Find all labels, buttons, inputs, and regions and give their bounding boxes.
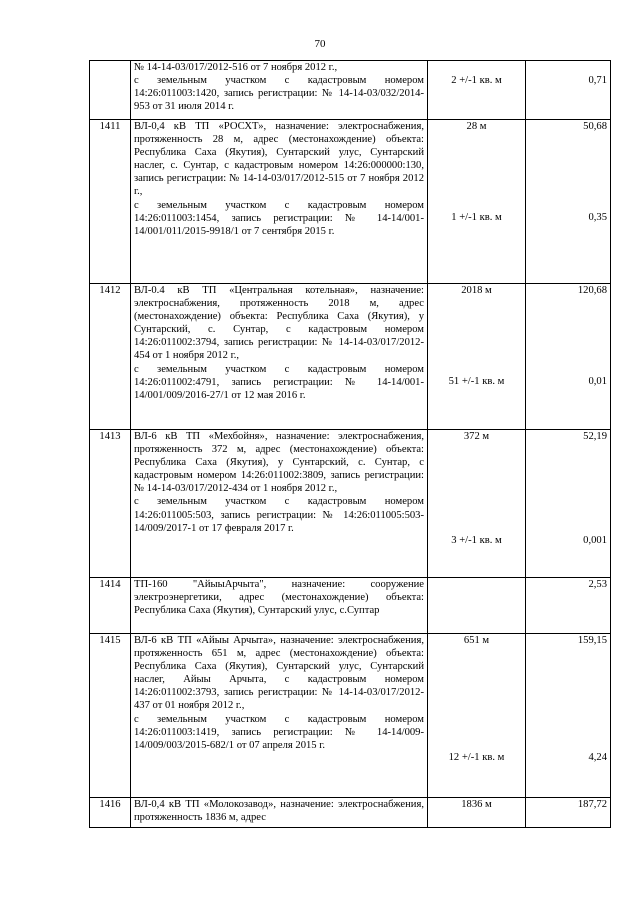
description-text: с земельным участком с кадастровым номером 14:26:011002:4791, запись регистрации: № 14-14/001-14/001/009/2016-27/1 от 12 мая 2016 г. xyxy=(134,363,424,401)
length-value: 51 +/-1 кв. м xyxy=(448,376,505,388)
length-value: 651 м xyxy=(463,635,490,646)
row-description xyxy=(131,120,428,284)
length-value: 3 +/-1 кв. м xyxy=(451,535,502,547)
description-text: с земельным участком с кадастровым номером 14:26:011003:1420, запись регистрации: № 14-14-03/032/2014-953 от 31 июля 2014 г. xyxy=(134,75,424,113)
description-text: ВЛ-6 кВ ТП «Мехбойня», назначение: электроснабжения, протяженность 372 м, адрес (местонахождение) объекта: Республика Саха (Якутия), у Сунтарский, с. Сунтар, с кадастровым номером 14:26:011002:3809, запись регистрации: № 14-14-03/017/2012-434 от 1 ноября 2012 г., xyxy=(134,431,424,495)
row-number: 1411 xyxy=(90,120,131,284)
length-value: 2018 м xyxy=(461,285,492,296)
row-length xyxy=(428,61,526,120)
description-text: ВЛ-0,4 кВ ТП «РОСХТ», назначение: электроснабжения, протяженность 28 м, адрес (местонахождение) объекта: Республика Саха (Якутия), Сунтарский улус, Сунтарский наслег, с. Сунтар, с кадастровым номером 14:26:000000:130, запись регистрации: № 14-14-03/017/2012-515 от 7 ноября 2012 г., xyxy=(134,121,424,198)
row-description xyxy=(131,798,428,828)
value-amount: 0,35 xyxy=(588,212,607,224)
row-length xyxy=(428,578,526,634)
row-description xyxy=(131,578,428,634)
length-value: 1836 м xyxy=(461,799,492,810)
table-row xyxy=(90,578,611,634)
row-description xyxy=(131,430,428,578)
row-length xyxy=(428,120,526,284)
description-text: с земельным участком с кадастровым номером 14:26:011003:1454, запись регистрации: № 14-14/001-14/001/011/2015-9918/1 от 7 сентября 2015 г. xyxy=(134,199,424,237)
value-amount: 4,24 xyxy=(588,752,607,764)
length-value: 1 +/-1 кв. м xyxy=(451,212,502,224)
row-length xyxy=(428,284,526,430)
table-row xyxy=(90,430,611,578)
row-value xyxy=(526,61,611,120)
value-amount: 2,53 xyxy=(588,579,607,590)
description-text: № 14-14-03/017/2012-516 от 7 ноября 2012 г., xyxy=(134,62,338,73)
table-row xyxy=(90,61,611,120)
property-registry-table xyxy=(89,60,611,828)
table-row xyxy=(90,120,611,284)
value-amount: 50,68 xyxy=(583,121,607,132)
row-description xyxy=(131,61,428,120)
description-text: с земельным участком с кадастровым номером 14:26:011003:1419, запись регистрации: № 14-14/009-14/009/003/2015-682/1 от 07 апреля 2015 г. xyxy=(134,713,424,751)
value-amount: 0,01 xyxy=(588,376,607,388)
description-text: с земельным участком с кадастровым номером 14:26:011005:503, запись регистрации: № 14:26:011005:503-14/009/2017-1 от 17 февраля 2017 г. xyxy=(134,496,424,534)
length-value: 2 +/-1 кв. м xyxy=(451,75,502,86)
length-value: 12 +/-1 кв. м xyxy=(448,752,505,764)
value-amount: 120,68 xyxy=(577,285,607,296)
description-text: ВЛ-6 кВ ТП «Айыы Арчыта», назначение: электроснабжения, протяженность 651 м, адрес (местонахождение) объекта: Республика Саха (Якутия), Сунтарский улус, Сунтарский наслег, Айыы Арчыта, с кадастровым номером 14:26:011002:3793, запись регистрации: № 14-14-03/017/2012-437 от 01 ноября 2012 г., xyxy=(134,635,424,712)
value-amount: 187,72 xyxy=(577,799,607,810)
row-value xyxy=(526,430,611,578)
description-text: ВЛ-0,4 кВ ТП «Молокозавод», назначение: электроснабжения, протяженность 1836 м, адрес xyxy=(134,799,424,824)
row-description xyxy=(131,284,428,430)
row-value xyxy=(526,798,611,828)
value-amount: 0,71 xyxy=(588,75,607,86)
value-amount: 159,15 xyxy=(577,635,607,646)
row-length xyxy=(428,634,526,798)
description-text: ВЛ-0.4 кВ ТП «Центральная котельная», назначение: электроснабжения, протяженность 2018 м, адрес (местонахождение) объекта: Республика Саха (Якутия), у Сунтарский, с. Сунтар, с кадастровым номером 14:26:011002:3794, запись регистрации: № 14-14-03/017/2012-454 от 1 ноября 2012 г., xyxy=(134,285,424,362)
length-value: 372 м xyxy=(463,431,490,442)
row-number: 1415 xyxy=(90,634,131,798)
row-number: 1416 xyxy=(90,798,131,828)
row-number: 1413 xyxy=(90,430,131,578)
row-value xyxy=(526,120,611,284)
row-number: 1412 xyxy=(90,284,131,430)
table-row xyxy=(90,634,611,798)
row-value xyxy=(526,634,611,798)
row-length xyxy=(428,430,526,578)
row-number xyxy=(90,61,131,120)
value-amount: 0,001 xyxy=(583,535,607,547)
table-row xyxy=(90,284,611,430)
row-number: 1414 xyxy=(90,578,131,634)
table-row xyxy=(90,798,611,828)
row-length xyxy=(428,798,526,828)
description-text: ТП-160 "АйыыАрчыта", назначение: сооружение электроэнергетики, адрес (местонахождение) объекта: Республика Саха (Якутия), Сунтарский улус, с.Суптар xyxy=(134,579,424,617)
page-number: 70 xyxy=(314,38,326,50)
row-value xyxy=(526,578,611,634)
row-value xyxy=(526,284,611,430)
length-value: 28 м xyxy=(466,121,487,132)
row-description xyxy=(131,634,428,798)
value-amount: 52,19 xyxy=(583,431,607,442)
